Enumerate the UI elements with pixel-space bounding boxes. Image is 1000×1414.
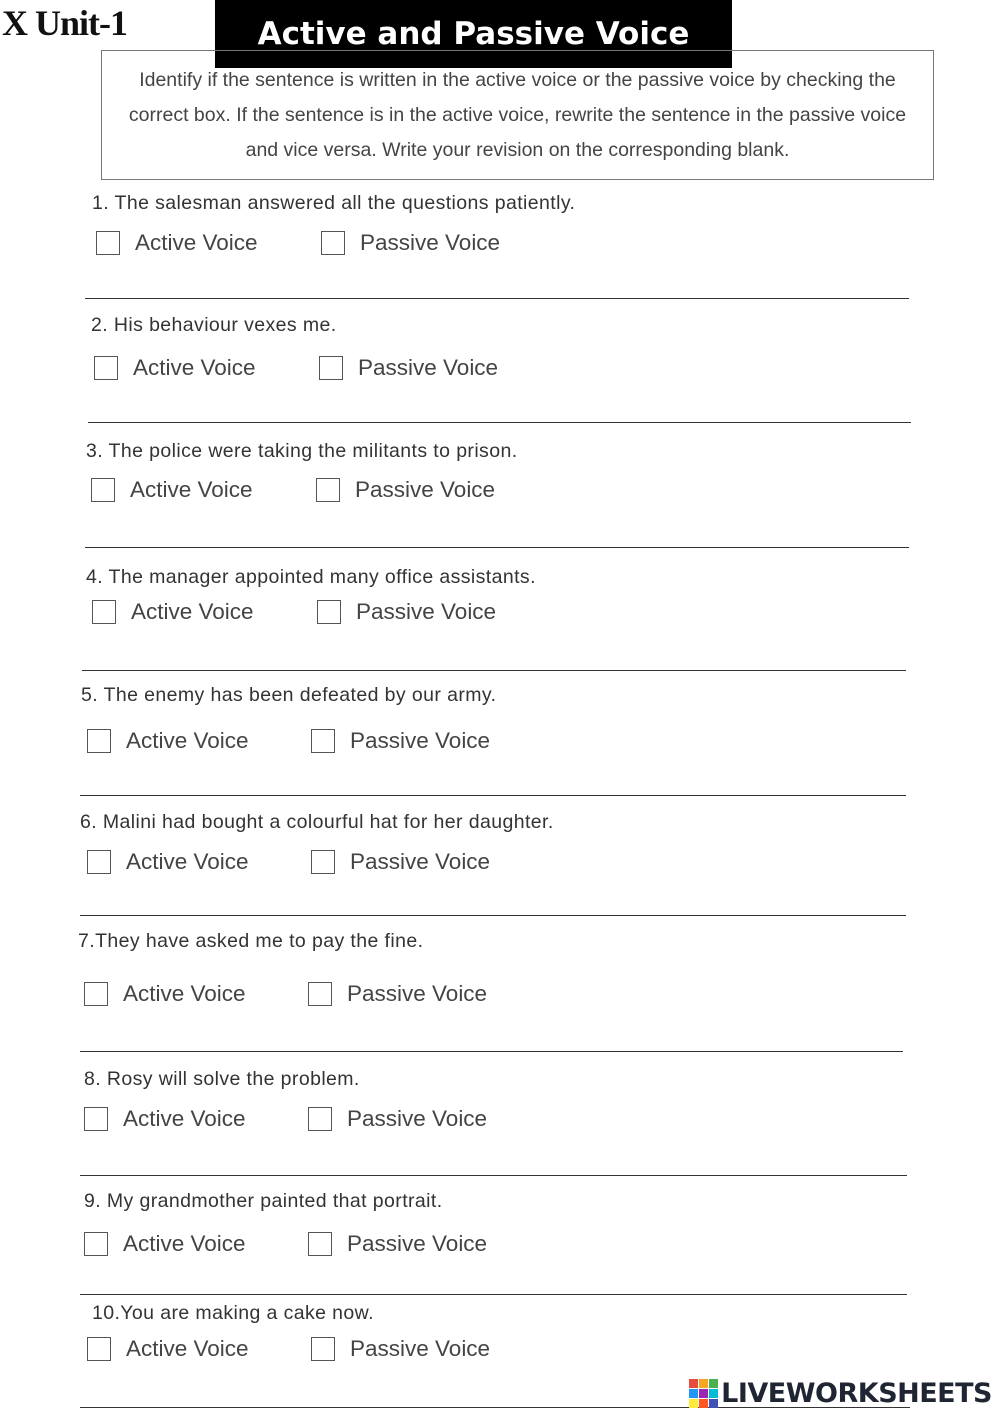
question-8-answer-line[interactable] xyxy=(80,1175,907,1176)
question-7-answer-line[interactable] xyxy=(80,1051,903,1052)
active-voice-label: Active Voice xyxy=(126,1336,249,1361)
question-1-text: 1. The salesman answered all the questions patiently. xyxy=(92,192,576,214)
question-8-active-option[interactable] xyxy=(84,1106,246,1132)
question-6-active-checkbox[interactable] xyxy=(87,850,111,874)
passive-voice-label: Passive Voice xyxy=(350,728,491,753)
unit-label: X Unit-1 xyxy=(2,3,127,43)
question-6-passive-checkbox[interactable] xyxy=(311,850,335,874)
question-3-answer-line[interactable] xyxy=(85,547,909,548)
question-7-text: 7.They have asked me to pay the fine. xyxy=(78,930,424,952)
passive-voice-label: Passive Voice xyxy=(350,849,491,874)
liveworksheets-logo-icon xyxy=(689,1379,718,1408)
passive-voice-label: Passive Voice xyxy=(360,230,501,255)
question-9-passive-option[interactable] xyxy=(308,1231,487,1257)
question-9-text: 9. My grandmother painted that portrait. xyxy=(84,1190,443,1212)
question-1-passive-option[interactable] xyxy=(321,230,500,256)
logo-tile xyxy=(709,1379,718,1388)
logo-tile xyxy=(699,1389,708,1398)
question-5-active-option[interactable] xyxy=(87,728,249,754)
question-2-answer-line[interactable] xyxy=(88,422,911,423)
question-10-active-option[interactable] xyxy=(87,1336,249,1362)
instructions-box: Identify if the sentence is written in the active voice or the passive voice by checking the correct box. If the sentence is in the active voice, rewrite the sentence in the passive voice and vice versa. Write your revision on the corresponding blank. xyxy=(101,50,934,180)
question-4-active-option[interactable] xyxy=(92,599,254,625)
question-9-active-checkbox[interactable] xyxy=(84,1232,108,1256)
question-5-active-checkbox[interactable] xyxy=(87,729,111,753)
active-voice-label: Active Voice xyxy=(133,355,256,380)
question-9-passive-checkbox[interactable] xyxy=(308,1232,332,1256)
active-voice-label: Active Voice xyxy=(131,599,254,624)
question-1-passive-checkbox[interactable] xyxy=(321,231,345,255)
question-10-passive-option[interactable] xyxy=(311,1336,490,1362)
question-8-passive-option[interactable] xyxy=(308,1106,487,1132)
logo-tile xyxy=(689,1389,698,1398)
passive-voice-label: Passive Voice xyxy=(347,981,488,1006)
logo-tile xyxy=(709,1399,718,1408)
question-4-active-checkbox[interactable] xyxy=(92,600,116,624)
question-3-passive-option[interactable] xyxy=(316,477,495,503)
active-voice-label: Active Voice xyxy=(123,981,246,1006)
question-8-passive-checkbox[interactable] xyxy=(308,1107,332,1131)
question-5-passive-option[interactable] xyxy=(311,728,490,754)
question-4-passive-checkbox[interactable] xyxy=(317,600,341,624)
question-10-passive-checkbox[interactable] xyxy=(311,1337,335,1361)
question-5-text: 5. The enemy has been defeated by our army. xyxy=(81,684,497,706)
logo-tile xyxy=(709,1389,718,1398)
logo-tile xyxy=(699,1399,708,1408)
question-10-active-checkbox[interactable] xyxy=(87,1337,111,1361)
worksheet-title: Active and Passive Voice xyxy=(215,0,732,68)
question-6-text: 6. Malini had bought a colourful hat for her daughter. xyxy=(80,811,554,833)
question-3-active-option[interactable] xyxy=(91,477,253,503)
question-4-passive-option[interactable] xyxy=(317,599,496,625)
active-voice-label: Active Voice xyxy=(123,1106,246,1131)
watermark-text: LIVEWORKSHEETS xyxy=(721,1378,992,1409)
liveworksheets-watermark xyxy=(689,1378,992,1409)
question-2-active-option[interactable] xyxy=(94,355,256,381)
logo-tile xyxy=(689,1379,698,1388)
question-9-answer-line[interactable] xyxy=(80,1294,907,1295)
active-voice-label: Active Voice xyxy=(135,230,258,255)
passive-voice-label: Passive Voice xyxy=(355,477,496,502)
question-4-answer-line[interactable] xyxy=(82,670,906,671)
question-6-active-option[interactable] xyxy=(87,849,249,875)
passive-voice-label: Passive Voice xyxy=(347,1231,488,1256)
passive-voice-label: Passive Voice xyxy=(356,599,497,624)
question-1-active-option[interactable] xyxy=(96,230,258,256)
logo-tile xyxy=(689,1399,698,1408)
question-4-text: 4. The manager appointed many office assistants. xyxy=(86,566,536,588)
question-7-passive-option[interactable] xyxy=(308,981,487,1007)
logo-tile xyxy=(699,1379,708,1388)
active-voice-label: Active Voice xyxy=(123,1231,246,1256)
passive-voice-label: Passive Voice xyxy=(350,1336,491,1361)
question-8-text: 8. Rosy will solve the problem. xyxy=(84,1068,360,1090)
active-voice-label: Active Voice xyxy=(126,849,249,874)
active-voice-label: Active Voice xyxy=(130,477,253,502)
question-1-active-checkbox[interactable] xyxy=(96,231,120,255)
question-2-active-checkbox[interactable] xyxy=(94,356,118,380)
question-9-active-option[interactable] xyxy=(84,1231,246,1257)
question-1-answer-line[interactable] xyxy=(85,298,909,299)
question-3-passive-checkbox[interactable] xyxy=(316,478,340,502)
question-6-answer-line[interactable] xyxy=(80,915,906,916)
passive-voice-label: Passive Voice xyxy=(347,1106,488,1131)
question-6-passive-option[interactable] xyxy=(311,849,490,875)
question-7-passive-checkbox[interactable] xyxy=(308,982,332,1006)
question-7-active-checkbox[interactable] xyxy=(84,982,108,1006)
question-10-text: 10.You are making a cake now. xyxy=(92,1302,374,1324)
question-2-passive-option[interactable] xyxy=(319,355,498,381)
question-5-passive-checkbox[interactable] xyxy=(311,729,335,753)
question-5-answer-line[interactable] xyxy=(80,795,906,796)
passive-voice-label: Passive Voice xyxy=(358,355,499,380)
question-3-text: 3. The police were taking the militants to prison. xyxy=(86,440,518,462)
active-voice-label: Active Voice xyxy=(126,728,249,753)
question-7-active-option[interactable] xyxy=(84,981,246,1007)
question-2-text: 2. His behaviour vexes me. xyxy=(91,314,337,336)
question-3-active-checkbox[interactable] xyxy=(91,478,115,502)
question-2-passive-checkbox[interactable] xyxy=(319,356,343,380)
question-8-active-checkbox[interactable] xyxy=(84,1107,108,1131)
